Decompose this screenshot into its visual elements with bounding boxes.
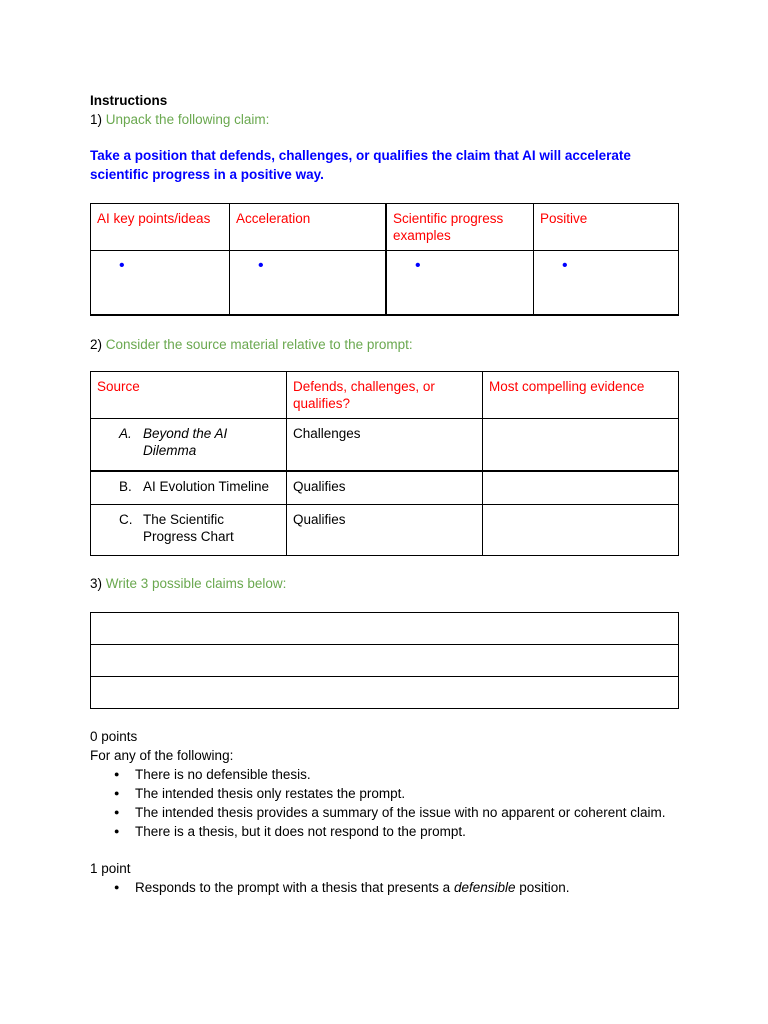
bullet-icon: • <box>415 257 421 274</box>
one-point-text-italic: defensible <box>453 880 516 895</box>
step-1-text: Unpack the following claim: <box>105 112 270 127</box>
source-cell <box>91 419 287 472</box>
table-row <box>91 471 679 505</box>
source-cell <box>91 505 287 556</box>
table-row <box>91 419 679 472</box>
step-3-number: 3) <box>90 576 103 591</box>
evidence-cell[interactable] <box>483 471 679 505</box>
header-evidence: Most compelling evidence <box>483 372 679 419</box>
stance-cell: Qualifies <box>287 471 483 505</box>
claim-cell-1[interactable] <box>91 613 679 645</box>
source-title: Beyond the AI Dilemma <box>143 426 228 458</box>
list-item: ● The intended thesis provides a summary of the issue with no apparent or coherent claim. <box>90 803 680 822</box>
zero-points-title: 0 points <box>90 729 138 744</box>
cell-ai-key-points[interactable] <box>91 251 230 316</box>
instructions-heading: Instructions <box>90 93 168 108</box>
scoring-guide <box>90 727 680 897</box>
cell-scientific-progress[interactable] <box>386 251 534 316</box>
worksheet-page <box>90 92 680 897</box>
source-label: A. <box>119 426 132 441</box>
evidence-cell[interactable] <box>483 419 679 472</box>
source-label: C. <box>119 512 133 527</box>
header-stance: Defends, challenges, or qualifies? <box>287 372 483 419</box>
zero-points-intro: For any of the following: <box>90 748 234 763</box>
list-item: ● There is a thesis, but it does not respond to the prompt. <box>90 822 680 841</box>
claim-prompt: Take a position that defends, challenges, or qualifies the claim that AI will accelerate scientific progress in a positive way. <box>90 148 631 182</box>
source-title: The Scientific Progress Chart <box>143 512 234 544</box>
step-2-number: 2) <box>90 337 103 352</box>
bullet-icon: • <box>562 257 568 274</box>
table-row <box>91 505 679 556</box>
one-point-title: 1 point <box>90 861 131 876</box>
unpack-claim-table <box>90 203 679 316</box>
step-1-number: 1) <box>90 112 103 127</box>
claims-table <box>90 612 679 709</box>
step-1 <box>90 110 680 129</box>
bullet-icon: • <box>258 257 264 274</box>
one-point-list <box>90 878 680 897</box>
list-item: ● There is no defensible thesis. <box>90 765 680 784</box>
step-2 <box>90 335 680 354</box>
evidence-cell[interactable] <box>483 505 679 556</box>
claim-cell-3[interactable] <box>91 677 679 709</box>
header-acceleration: Acceleration <box>230 204 387 251</box>
header-ai-key-points: AI key points/ideas <box>91 204 230 251</box>
step-3-text: Write 3 possible claims below: <box>105 576 287 591</box>
cell-acceleration[interactable] <box>230 251 387 316</box>
one-point-text-after: position. <box>515 880 570 895</box>
header-scientific-progress: Scientific progress examples <box>386 204 534 251</box>
step-2-text: Consider the source material relative to the prompt: <box>105 337 413 352</box>
cell-positive[interactable] <box>534 251 679 316</box>
source-label: B. <box>119 479 132 494</box>
list-item <box>90 878 680 897</box>
claim-cell-2[interactable] <box>91 645 679 677</box>
stance-cell: Challenges <box>287 419 483 472</box>
step-3 <box>90 574 680 593</box>
one-point-text-before: Responds to the prompt with a thesis that presents a <box>135 880 454 895</box>
bullet-icon: • <box>119 257 125 274</box>
source-title: AI Evolution Timeline <box>143 479 270 494</box>
source-cell <box>91 471 287 505</box>
header-source: Source <box>91 372 287 419</box>
list-item: ● The intended thesis only restates the prompt. <box>90 784 680 803</box>
source-table <box>90 371 679 556</box>
zero-points-list <box>90 765 680 841</box>
header-positive: Positive <box>534 204 679 251</box>
stance-cell: Qualifies <box>287 505 483 556</box>
